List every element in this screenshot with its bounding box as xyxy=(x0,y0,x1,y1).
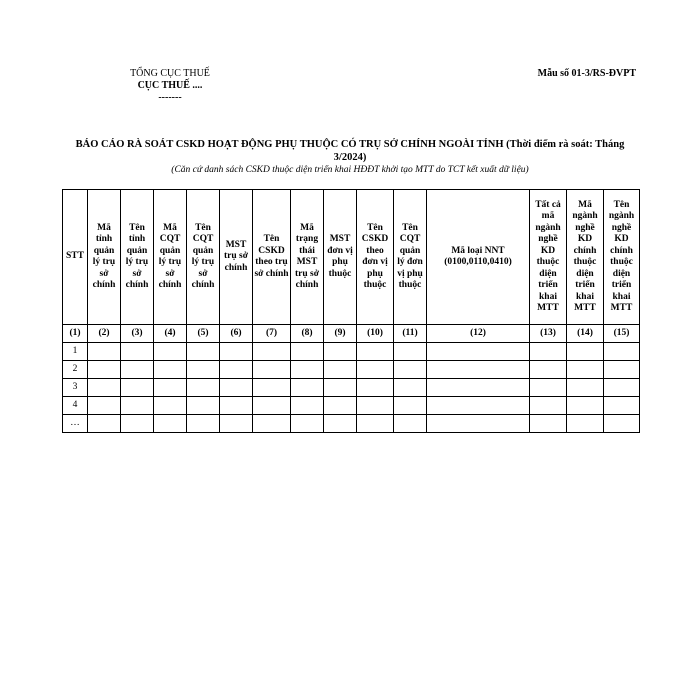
table-cell xyxy=(427,343,530,361)
table-cell xyxy=(291,343,324,361)
table-cell xyxy=(154,343,187,361)
column-header: Tên CQT quản lý đơn vị phụ thuộc xyxy=(394,190,427,325)
table-cell xyxy=(88,397,121,415)
row-index: … xyxy=(63,415,88,433)
column-number: (5) xyxy=(187,325,220,343)
table-cell xyxy=(187,379,220,397)
table-cell xyxy=(530,361,567,379)
issuing-agency-block xyxy=(100,68,240,104)
sub-agency-name: CỤC THUẾ .... xyxy=(137,80,203,91)
table-cell xyxy=(357,379,394,397)
table-header-row xyxy=(63,190,640,325)
table-cell xyxy=(357,361,394,379)
table-cell xyxy=(357,415,394,433)
column-number: (9) xyxy=(324,325,357,343)
column-header: Tên CSKD theo trụ sở chính xyxy=(253,190,291,325)
table-cell xyxy=(291,415,324,433)
table-row xyxy=(63,379,640,397)
table-cell xyxy=(324,343,357,361)
column-header: Mã CQT quản lý trụ sở chính xyxy=(154,190,187,325)
table-cell xyxy=(567,343,604,361)
table-cell xyxy=(220,415,253,433)
table-cell xyxy=(427,361,530,379)
form-number: Mẫu số 01-3/RS-ĐVPT xyxy=(537,68,636,79)
table-row xyxy=(63,343,640,361)
column-number: (14) xyxy=(567,325,604,343)
table-cell xyxy=(187,361,220,379)
table-cell xyxy=(604,361,640,379)
column-number: (6) xyxy=(220,325,253,343)
column-header: Mã tỉnh quản lý trụ sở chính xyxy=(88,190,121,325)
table-cell xyxy=(220,361,253,379)
table-cell xyxy=(88,343,121,361)
column-number: (7) xyxy=(253,325,291,343)
table-cell xyxy=(187,397,220,415)
table-row xyxy=(63,397,640,415)
table-cell xyxy=(427,397,530,415)
table-cell xyxy=(291,379,324,397)
table-cell xyxy=(604,415,640,433)
table-cell xyxy=(154,397,187,415)
table-cell xyxy=(187,343,220,361)
table-cell xyxy=(394,379,427,397)
table-cell xyxy=(154,379,187,397)
table-cell xyxy=(253,415,291,433)
agency-separator: ------- xyxy=(158,92,182,103)
column-header: Tên CSKD theo đơn vị phụ thuộc xyxy=(357,190,394,325)
column-header: Tên ngành nghề KD chính thuộc diện triển khai MTT xyxy=(604,190,640,325)
column-number: (2) xyxy=(88,325,121,343)
table-cell xyxy=(604,379,640,397)
column-header: Mã ngành nghề KD chính thuộc diện triển khai MTT xyxy=(567,190,604,325)
column-number: (4) xyxy=(154,325,187,343)
table-cell xyxy=(253,397,291,415)
table-cell xyxy=(530,379,567,397)
table-cell xyxy=(187,415,220,433)
table-cell xyxy=(253,379,291,397)
column-header: Mã trạng thái MST trụ sở chính xyxy=(291,190,324,325)
column-header: Mã loại NNT (0100,0110,0410) xyxy=(427,190,530,325)
table-cell xyxy=(121,361,154,379)
table-cell xyxy=(88,379,121,397)
table-cell xyxy=(530,415,567,433)
table-cell xyxy=(220,397,253,415)
report-subtitle: (Căn cứ danh sách CSKD thuộc diện triển khai HĐĐT khởi tạo MTT do TCT kết xuất dữ liệu) xyxy=(171,165,529,175)
agency-name: TỔNG CỤC THUẾ xyxy=(130,68,210,79)
column-number: (15) xyxy=(604,325,640,343)
table-cell xyxy=(324,361,357,379)
table-cell xyxy=(394,397,427,415)
column-number: (8) xyxy=(291,325,324,343)
column-number: (10) xyxy=(357,325,394,343)
table-cell xyxy=(220,343,253,361)
table-cell xyxy=(324,397,357,415)
table-cell xyxy=(394,415,427,433)
table-row xyxy=(63,415,640,433)
table-cell xyxy=(567,361,604,379)
report-title: BÁO CÁO RÀ SOÁT CSKD HOẠT ĐỘNG PHỤ THUỘC CÓ TRỤ SỞ CHÍNH NGOÀI TỈNH (Thời điểm rà soát: Tháng 3/2024) xyxy=(75,139,625,163)
table-cell xyxy=(567,379,604,397)
table-cell xyxy=(291,361,324,379)
table-cell xyxy=(427,415,530,433)
table-row xyxy=(63,361,640,379)
report-table xyxy=(62,189,640,433)
table-cell xyxy=(121,343,154,361)
table-cell xyxy=(220,379,253,397)
table-cell xyxy=(291,397,324,415)
table-cell xyxy=(530,343,567,361)
table-cell xyxy=(394,343,427,361)
table-cell xyxy=(530,397,567,415)
column-number-row xyxy=(63,325,640,343)
table-cell xyxy=(357,397,394,415)
table-cell xyxy=(88,361,121,379)
table-cell xyxy=(567,415,604,433)
column-number: (12) xyxy=(427,325,530,343)
row-index: 3 xyxy=(63,379,88,397)
table-cell xyxy=(121,379,154,397)
table-cell xyxy=(154,361,187,379)
table-cell xyxy=(604,343,640,361)
column-number: (11) xyxy=(394,325,427,343)
table-cell xyxy=(253,343,291,361)
table-cell xyxy=(357,343,394,361)
row-index: 1 xyxy=(63,343,88,361)
row-index: 2 xyxy=(63,361,88,379)
table-cell xyxy=(427,379,530,397)
table-cell xyxy=(567,397,604,415)
table-cell xyxy=(88,415,121,433)
column-header: Tất cả mã ngành nghề KD thuộc diện triển khai MTT xyxy=(530,190,567,325)
table-cell xyxy=(121,415,154,433)
row-index: 4 xyxy=(63,397,88,415)
table-cell xyxy=(324,415,357,433)
column-header: STT xyxy=(63,190,88,325)
table-cell xyxy=(253,361,291,379)
column-header: MST trụ sở chính xyxy=(220,190,253,325)
column-header: MST đơn vị phụ thuộc xyxy=(324,190,357,325)
column-number: (13) xyxy=(530,325,567,343)
table-cell xyxy=(324,379,357,397)
table-cell xyxy=(154,415,187,433)
column-header: Tên CQT quản lý trụ sở chính xyxy=(187,190,220,325)
table-cell xyxy=(604,397,640,415)
column-number: (1) xyxy=(63,325,88,343)
column-header: Tên tỉnh quản lý trụ sở chính xyxy=(121,190,154,325)
table-cell xyxy=(121,397,154,415)
column-number: (3) xyxy=(121,325,154,343)
table-cell xyxy=(394,361,427,379)
